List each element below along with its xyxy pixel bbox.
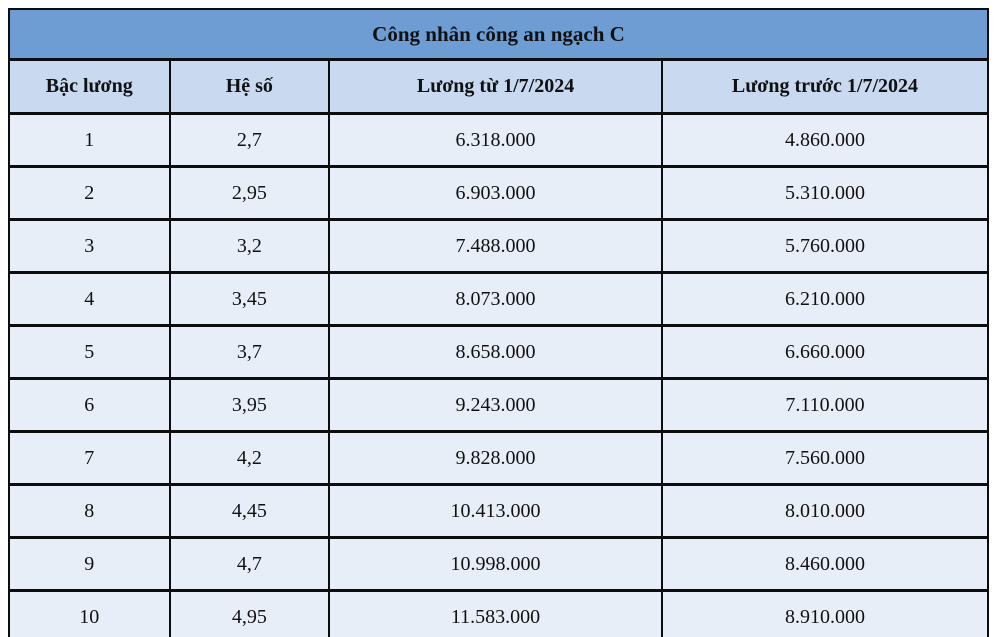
column-header-luong-tu: Lương từ 1/7/2024 xyxy=(329,60,662,114)
table-row xyxy=(9,114,988,167)
cell-bac: 2 xyxy=(9,167,170,220)
cell-luong-truoc: 6.660.000 xyxy=(662,326,988,379)
cell-bac: 9 xyxy=(9,538,170,591)
cell-luong-truoc: 8.910.000 xyxy=(662,591,988,637)
cell-he-so: 3,95 xyxy=(170,379,330,432)
table-header-row xyxy=(9,60,988,114)
cell-luong-truoc: 5.310.000 xyxy=(662,167,988,220)
cell-bac: 6 xyxy=(9,379,170,432)
cell-bac: 4 xyxy=(9,273,170,326)
salary-table xyxy=(8,8,989,637)
cell-luong-tu: 7.488.000 xyxy=(329,220,662,273)
table-title-row xyxy=(9,9,988,60)
cell-luong-tu: 6.318.000 xyxy=(329,114,662,167)
cell-he-so: 4,7 xyxy=(170,538,330,591)
cell-luong-tu: 8.658.000 xyxy=(329,326,662,379)
cell-he-so: 2,7 xyxy=(170,114,330,167)
table-row xyxy=(9,167,988,220)
cell-bac: 10 xyxy=(9,591,170,637)
cell-luong-truoc: 8.460.000 xyxy=(662,538,988,591)
cell-he-so: 4,45 xyxy=(170,485,330,538)
cell-luong-tu: 9.828.000 xyxy=(329,432,662,485)
cell-he-so: 4,95 xyxy=(170,591,330,637)
table-row xyxy=(9,326,988,379)
cell-luong-truoc: 5.760.000 xyxy=(662,220,988,273)
cell-bac: 1 xyxy=(9,114,170,167)
cell-bac: 3 xyxy=(9,220,170,273)
cell-luong-tu: 11.583.000 xyxy=(329,591,662,637)
cell-he-so: 2,95 xyxy=(170,167,330,220)
table-row xyxy=(9,538,988,591)
cell-he-so: 3,7 xyxy=(170,326,330,379)
cell-luong-truoc: 4.860.000 xyxy=(662,114,988,167)
cell-luong-tu: 6.903.000 xyxy=(329,167,662,220)
cell-bac: 8 xyxy=(9,485,170,538)
cell-bac: 5 xyxy=(9,326,170,379)
table-row xyxy=(9,591,988,637)
table-row xyxy=(9,432,988,485)
cell-luong-tu: 9.243.000 xyxy=(329,379,662,432)
table-row xyxy=(9,485,988,538)
column-header-he-so: Hệ số xyxy=(170,60,330,114)
cell-luong-tu: 10.413.000 xyxy=(329,485,662,538)
cell-bac: 7 xyxy=(9,432,170,485)
table-row xyxy=(9,379,988,432)
cell-luong-truoc: 6.210.000 xyxy=(662,273,988,326)
table-row xyxy=(9,220,988,273)
column-header-luong-truoc: Lương trước 1/7/2024 xyxy=(662,60,988,114)
cell-luong-truoc: 7.110.000 xyxy=(662,379,988,432)
table-title: Công nhân công an ngạch C xyxy=(9,9,988,60)
cell-luong-truoc: 7.560.000 xyxy=(662,432,988,485)
cell-he-so: 3,2 xyxy=(170,220,330,273)
cell-he-so: 3,45 xyxy=(170,273,330,326)
column-header-bac-luong: Bậc lương xyxy=(9,60,170,114)
cell-luong-tu: 10.998.000 xyxy=(329,538,662,591)
cell-luong-tu: 8.073.000 xyxy=(329,273,662,326)
cell-luong-truoc: 8.010.000 xyxy=(662,485,988,538)
table-row xyxy=(9,273,988,326)
cell-he-so: 4,2 xyxy=(170,432,330,485)
